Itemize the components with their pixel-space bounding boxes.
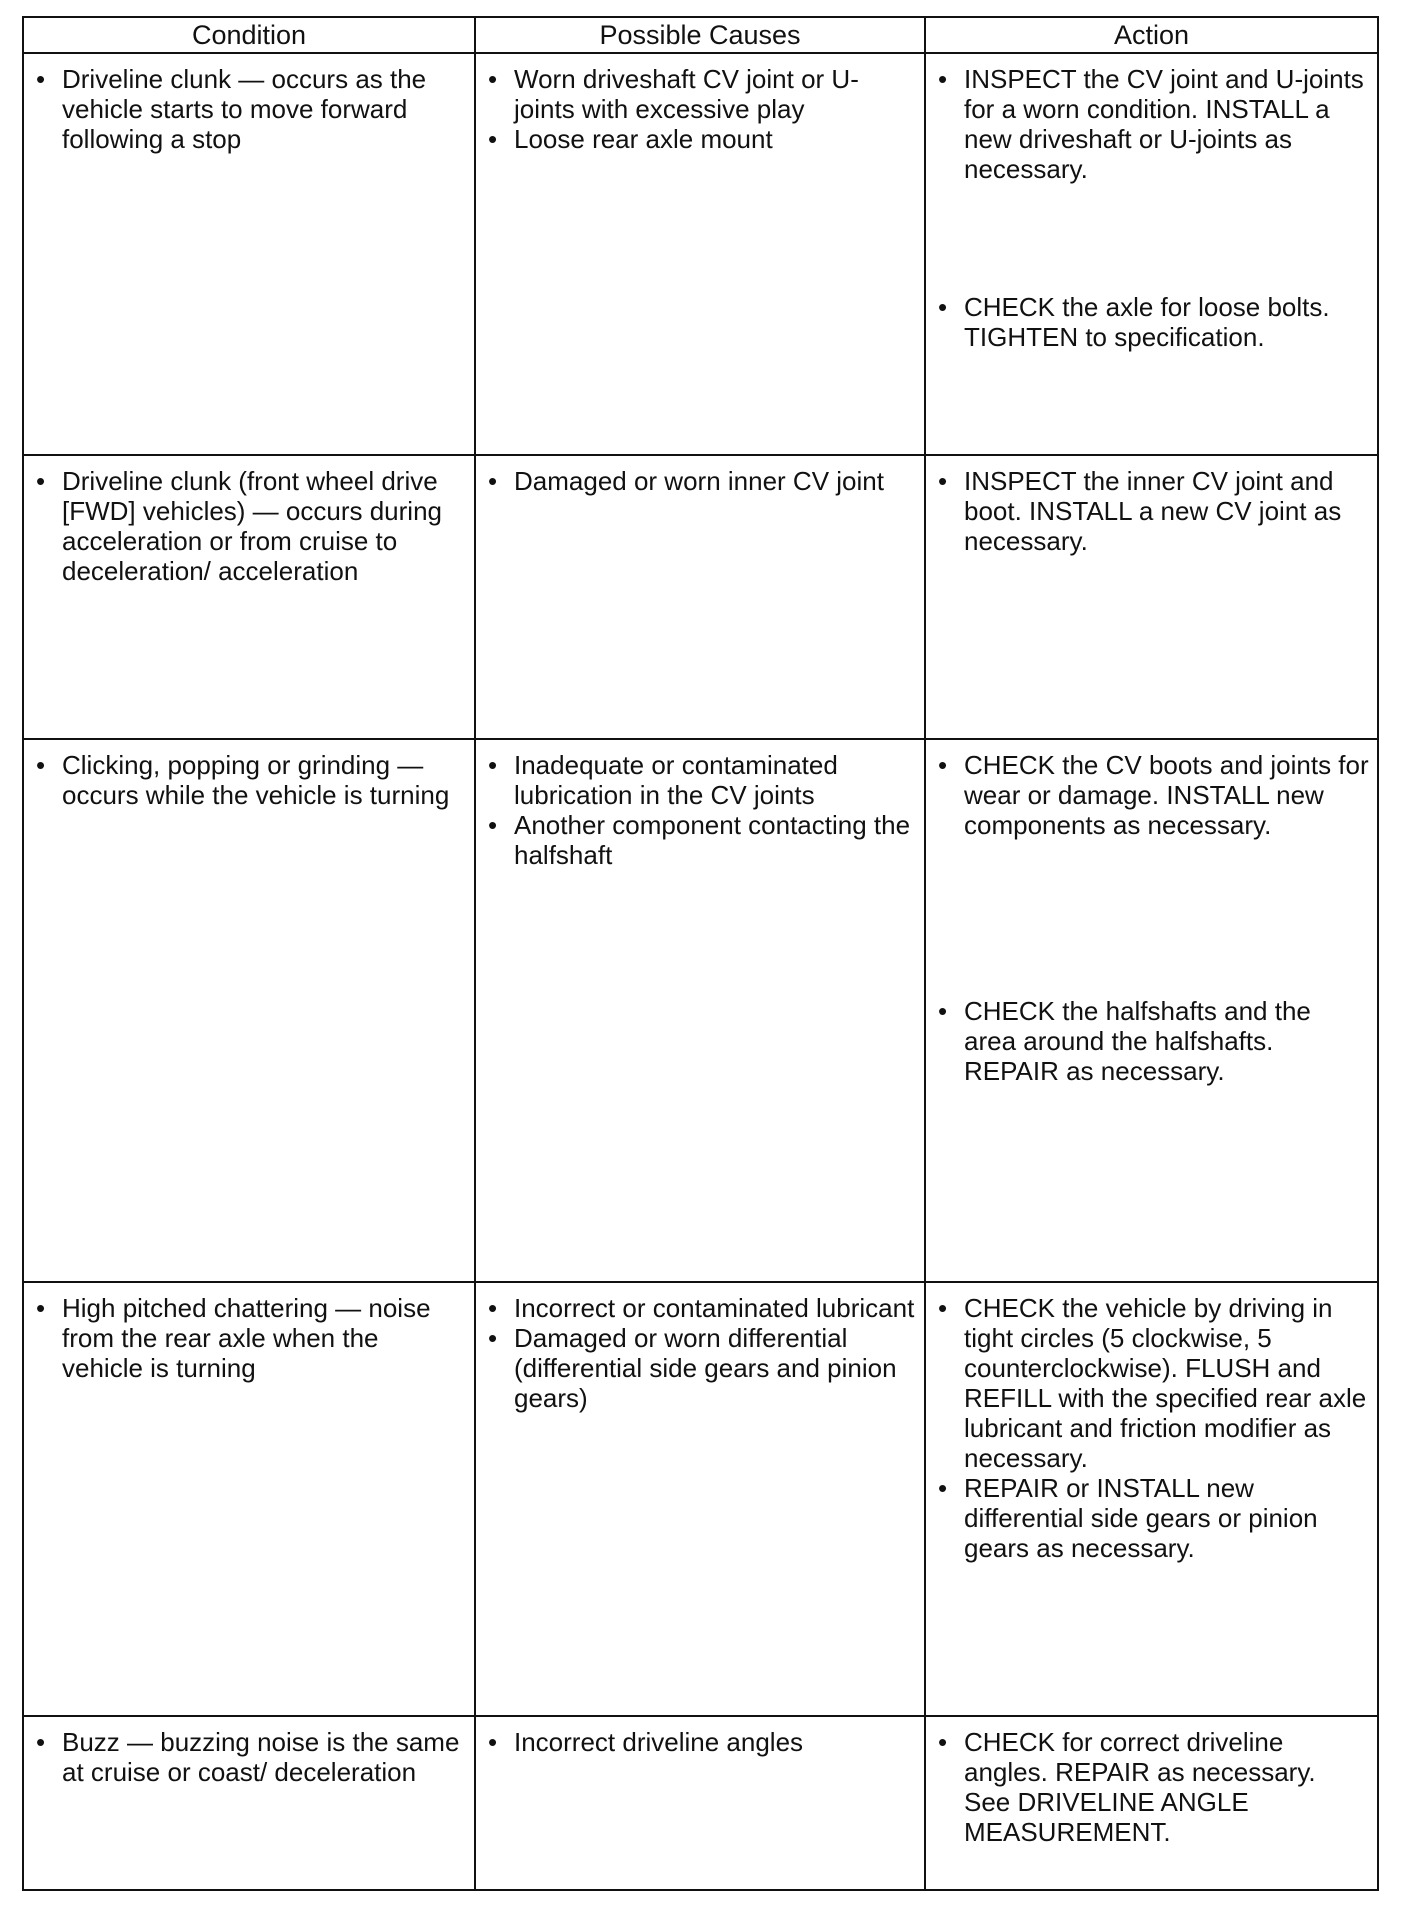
causes-cell <box>475 455 925 739</box>
table-row <box>23 1716 1378 1890</box>
cause-item: • Incorrect or contaminated lubricant <box>484 1293 916 1323</box>
condition-cell <box>23 739 475 1282</box>
action-cell <box>925 739 1378 1282</box>
condition-item: • Driveline clunk (front wheel drive [FWD] vehicles) — occurs during acceleration or from cruise to deceleration/ acceleration <box>32 466 466 586</box>
header-action: Action <box>925 17 1378 53</box>
action-item: • CHECK the vehicle by driving in tight circles (5 clockwise, 5 counterclockwise). FLUSH and REFILL with the specified rear axle lubricant and friction modifier as necessary. <box>934 1293 1369 1473</box>
cause-item: • Damaged or worn differential (differential side gears and pinion gears) <box>484 1323 916 1413</box>
cause-item: • Another component contacting the halfshaft <box>484 810 916 870</box>
action-item: • CHECK the CV boots and joints for wear or damage. INSTALL new components as necessary. <box>934 750 1369 840</box>
table-row <box>23 1282 1378 1716</box>
condition-cell <box>23 1716 475 1890</box>
action-item: • CHECK the axle for loose bolts. TIGHTEN to specification. <box>934 292 1369 352</box>
causes-cell <box>475 1282 925 1716</box>
action-cell <box>925 1282 1378 1716</box>
cause-item: • Incorrect driveline angles <box>484 1727 916 1757</box>
condition-item: • Buzz — buzzing noise is the same at cruise or coast/ deceleration <box>32 1727 466 1787</box>
condition-cell <box>23 1282 475 1716</box>
cause-item: • Inadequate or contaminated lubrication in the CV joints <box>484 750 916 810</box>
condition-cell <box>23 455 475 739</box>
condition-item: • High pitched chattering — noise from the rear axle when the vehicle is turning <box>32 1293 466 1383</box>
condition-item: • Driveline clunk — occurs as the vehicle starts to move forward following a stop <box>32 64 466 154</box>
table-row <box>23 739 1378 1282</box>
cause-item: • Damaged or worn inner CV joint <box>484 466 916 496</box>
condition-item: • Clicking, popping or grinding — occurs while the vehicle is turning <box>32 750 466 810</box>
causes-cell <box>475 1716 925 1890</box>
diagnosis-table <box>22 16 1379 1891</box>
action-cell <box>925 53 1378 455</box>
action-item: • CHECK the halfshafts and the area around the halfshafts. REPAIR as necessary. <box>934 996 1369 1086</box>
causes-cell <box>475 53 925 455</box>
causes-cell <box>475 739 925 1282</box>
action-cell <box>925 455 1378 739</box>
table-row <box>23 53 1378 455</box>
action-item: • CHECK for correct driveline angles. REPAIR as necessary. See DRIVELINE ANGLE MEASUREMENT. <box>934 1727 1369 1847</box>
condition-cell <box>23 53 475 455</box>
action-item: • INSPECT the inner CV joint and boot. INSTALL a new CV joint as necessary. <box>934 466 1369 556</box>
header-condition: Condition <box>23 17 475 53</box>
header-row <box>23 17 1378 53</box>
table-row <box>23 455 1378 739</box>
action-item: • INSPECT the CV joint and U-joints for a worn condition. INSTALL a new driveshaft or U-joints as necessary. <box>934 64 1369 184</box>
cause-item: • Worn driveshaft CV joint or U-joints with excessive play <box>484 64 916 124</box>
action-item: • REPAIR or INSTALL new differential side gears or pinion gears as necessary. <box>934 1473 1369 1563</box>
header-possible-causes: Possible Causes <box>475 17 925 53</box>
action-cell <box>925 1716 1378 1890</box>
cause-item: • Loose rear axle mount <box>484 124 916 154</box>
